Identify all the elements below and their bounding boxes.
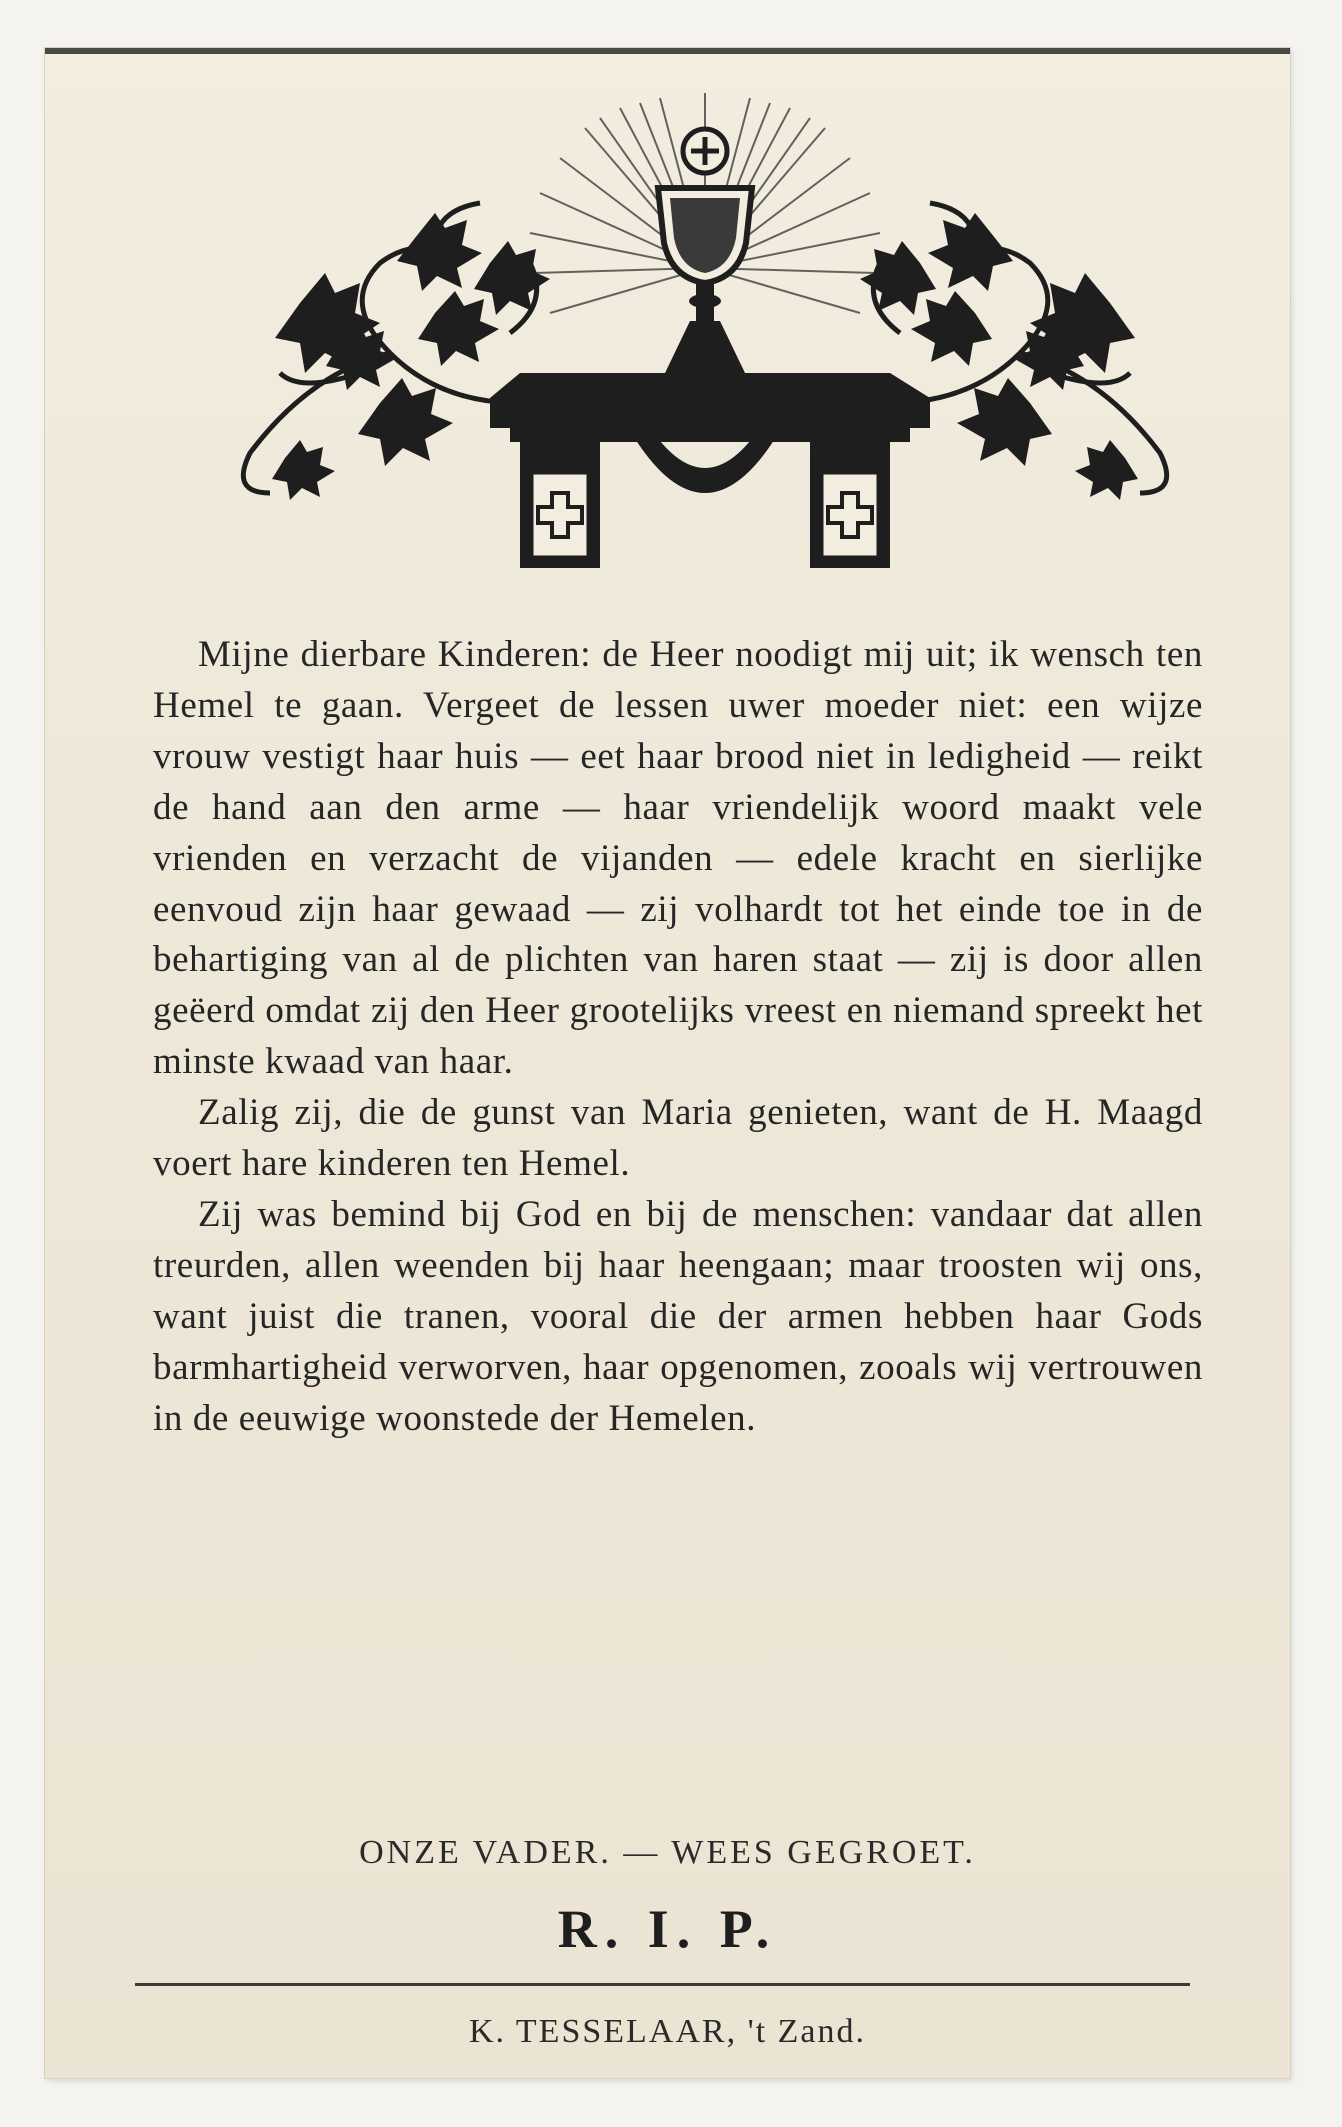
memorial-text	[153, 630, 1203, 1445]
paragraph-mourning: Zij was bemind bij God en bij de menschen: vandaar dat allen treurden, allen weenden bij haar heengaan; maar troosten wij ons, want juist die tranen, vooral die der armen hebben haar Gods barmhartigheid verworven, haar opgenomen, zooals wij vertrouwen in de eeuwige woonstede der Hemelen.	[153, 1193, 1203, 1439]
paragraph-maria: Zalig zij, die de gunst van Maria genieten, want de H. Maagd voert hare kinderen ten Hemel.	[153, 1092, 1203, 1185]
chalice-ornament-icon	[190, 73, 1220, 573]
memorial-card	[45, 48, 1290, 2078]
divider	[135, 1983, 1190, 1986]
ivy-leaves-right	[860, 213, 1138, 500]
paragraph-exhortation: Mijne dierbare Kinderen: de Heer noodigt mij uit; ik wensch ten Hemel te gaan. Vergeet de lessen uwer moeder niet: een wijze vrouw vestigt haar huis — eet haar brood niet in ledigheid — reikt de hand aan den arme — haar vriendelijk woord maakt vele vrienden en verzacht de vijanden — edele kracht en sierlijke eenvoud zijn haar gewaad — zij volhardt tot het einde toe in de behartiging van al de plichten van haren staat — zij is door allen geëerd omdat zij den Heer grootelijks vreest en niemand spreekt het minste kwaad van haar.	[153, 634, 1203, 1083]
host-cross-icon	[683, 129, 727, 173]
printer-credit: K. TESSELAAR, 't Zand.	[468, 2013, 867, 2050]
prayer-line: ONZE VADER. — WEES GEGROET.	[359, 1834, 976, 1871]
ivy-leaves-left	[272, 213, 550, 500]
rip-heading: R. I. P.	[557, 1899, 778, 1959]
chalice-icon	[658, 188, 752, 373]
